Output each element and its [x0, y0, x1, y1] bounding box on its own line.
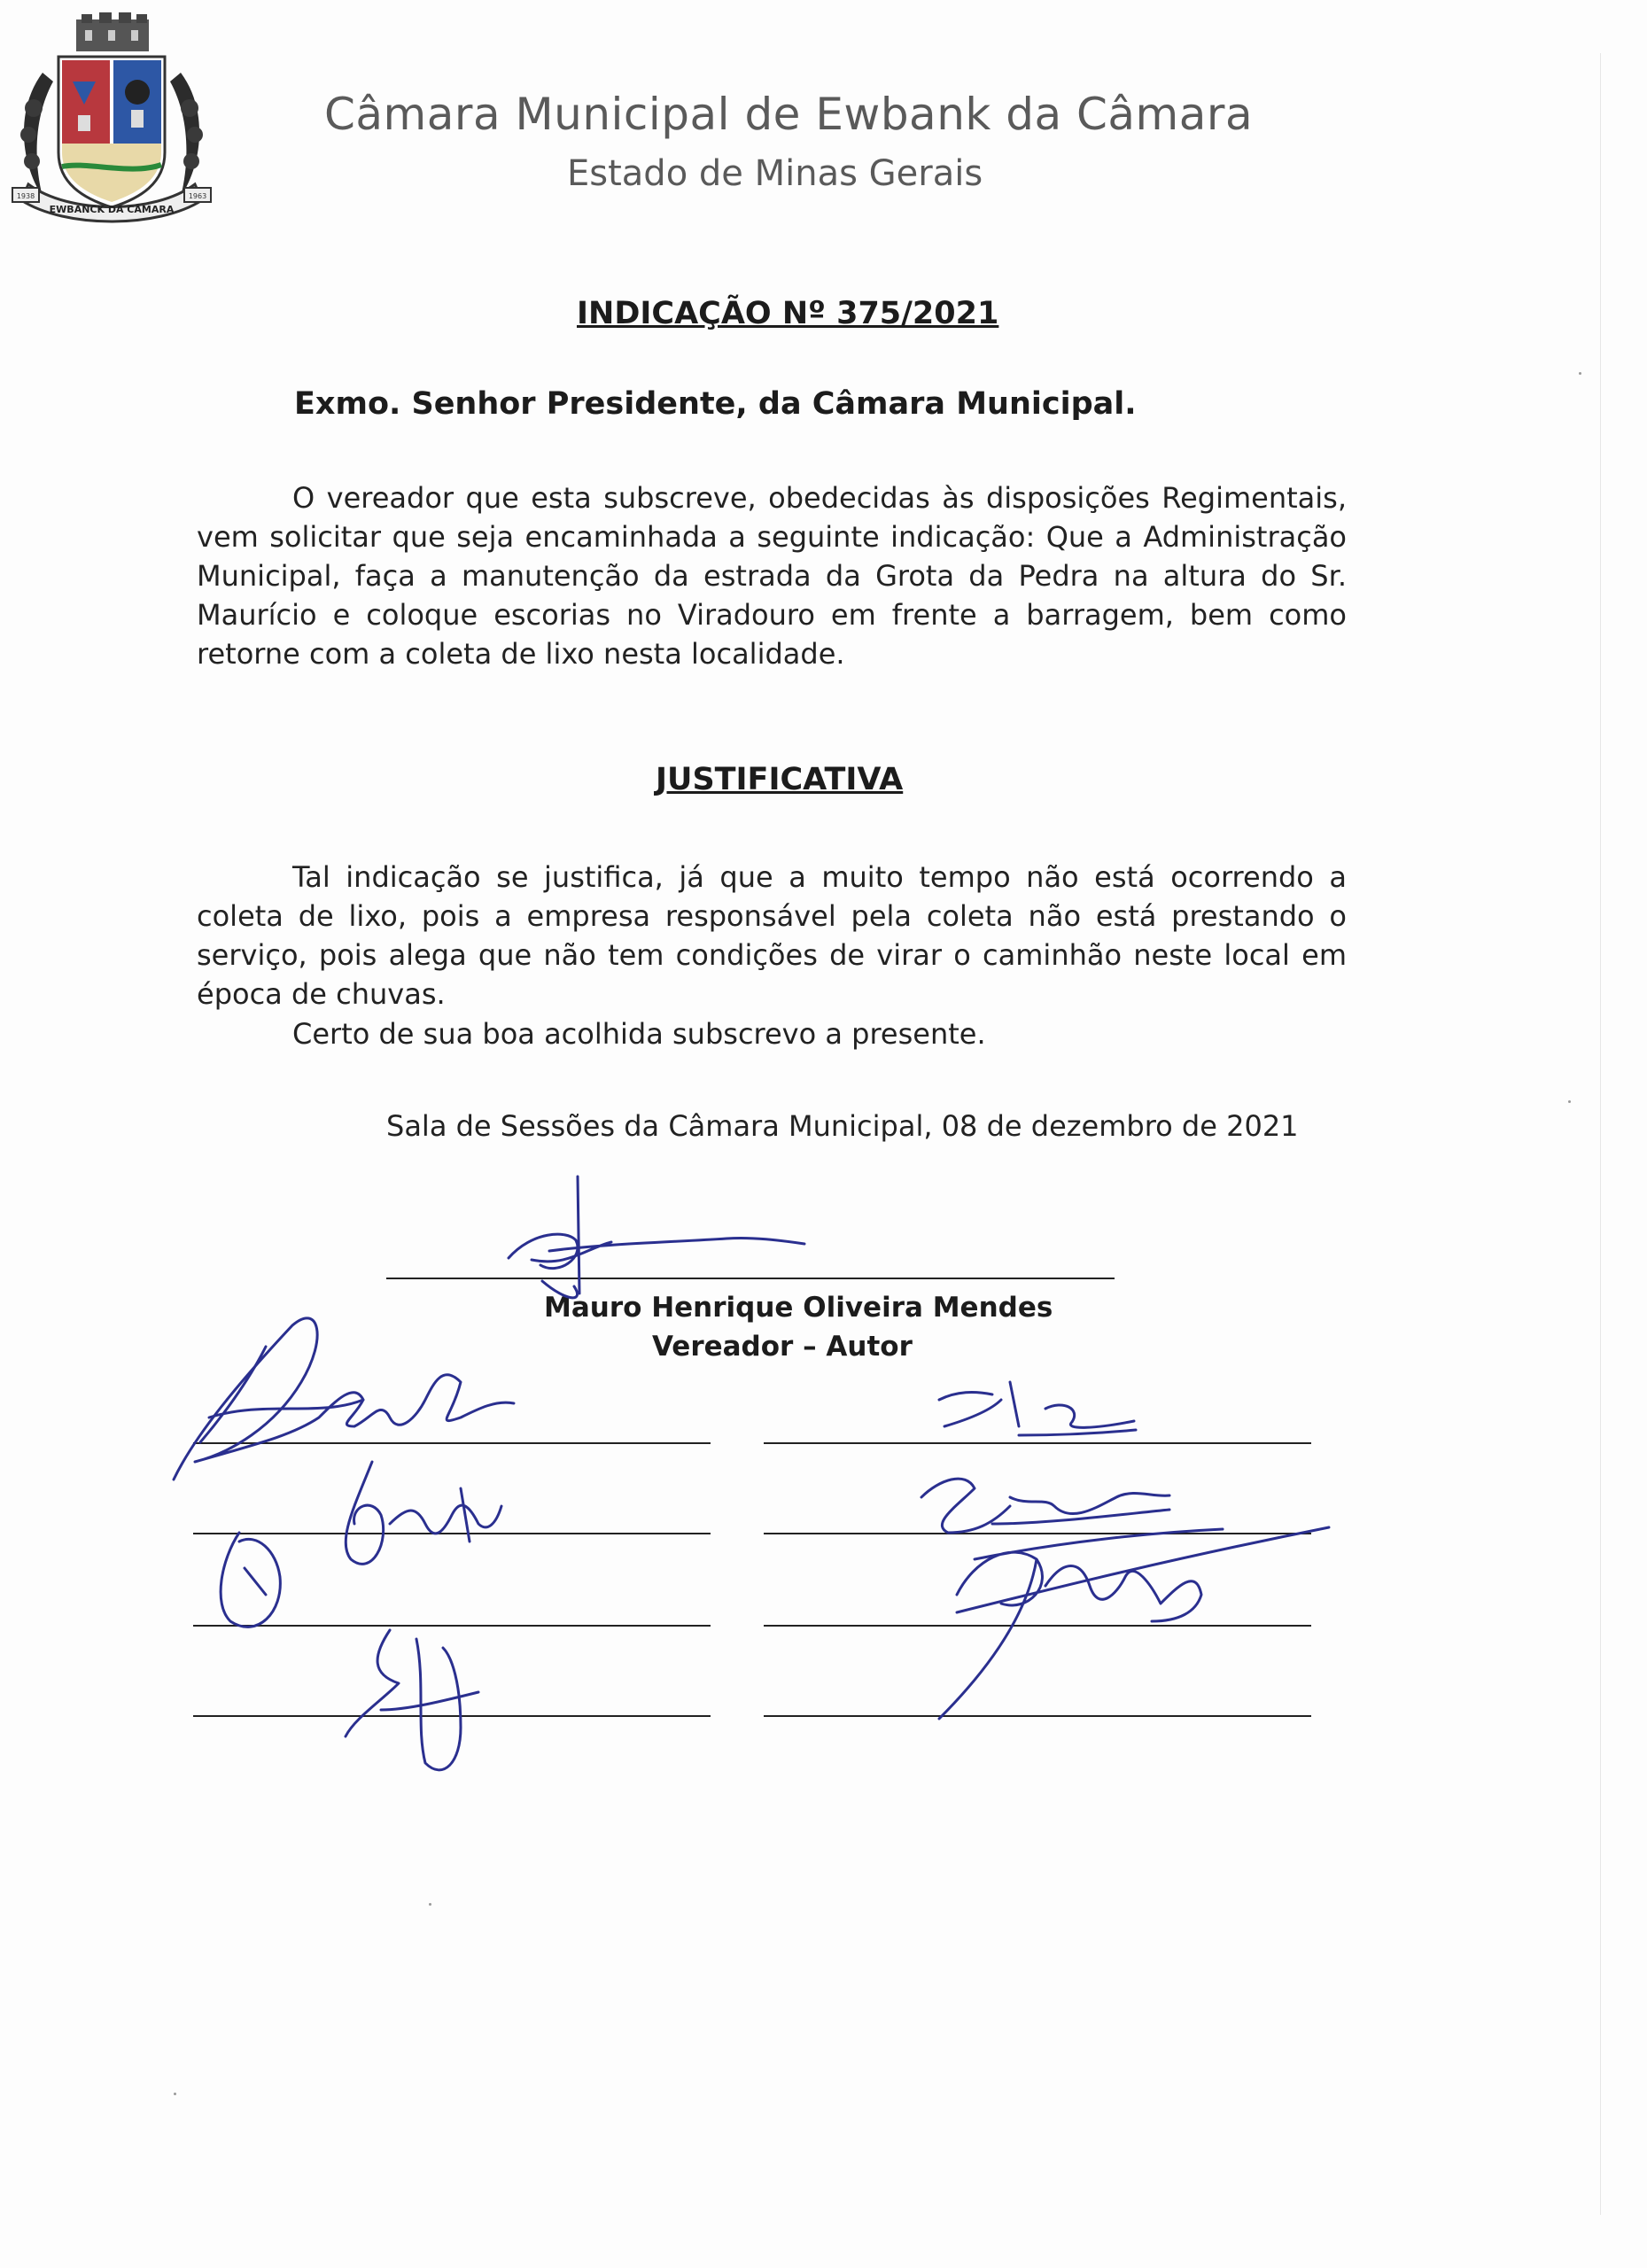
header-subtitle: Estado de Minas Gerais [567, 153, 983, 194]
crest-icon [7, 11, 216, 232]
cosigner-signature [174, 1318, 514, 1480]
svg-text:1963: 1963 [188, 192, 207, 200]
author-signature-line [386, 1278, 1115, 1279]
cosigner-line [764, 1625, 1311, 1627]
cosigner-line [193, 1533, 711, 1534]
author-role: Vereador – Autor [652, 1331, 913, 1363]
scan-speck [429, 1903, 431, 1906]
cosigner-line [193, 1625, 711, 1627]
cosigner-line [193, 1442, 711, 1444]
justification-paragraph: Tal indicação se justifica, já que a muito tempo não está ocorrendo a coleta de lixo, pois a empresa responsável pela coleta não está prestando o serviço, pois alega que não tem condições de virar o caminhão neste local em época de chuvas. [197, 860, 1347, 1011]
salutation: Exmo. Senhor Presidente, da Câmara Municipal. [294, 386, 1137, 422]
cosigner-line [764, 1715, 1311, 1717]
cosigner-line [764, 1533, 1311, 1534]
cosigner-signature [939, 1382, 1136, 1435]
svg-text:EWBANCK DA CÂMARA: EWBANCK DA CÂMARA [49, 204, 175, 215]
header-title: Câmara Municipal de Ewbank da Câmara [324, 89, 1254, 140]
cosigner-signature [939, 1527, 1329, 1719]
municipal-crest-logo [7, 11, 216, 232]
cosigner-line [764, 1442, 1311, 1444]
place-and-date: Sala de Sessões da Câmara Municipal, 08 de dezembro de 2021 [386, 1109, 1299, 1143]
cosigner-line [193, 1715, 711, 1717]
author-name: Mauro Henrique Oliveira Mendes [544, 1292, 1053, 1324]
scan-speck [1579, 372, 1581, 375]
justification-title: JUSTIFICATIVA [656, 762, 904, 797]
scan-speck [174, 2093, 176, 2095]
cosigner-signature [346, 1630, 478, 1770]
scan-edge [1600, 53, 1601, 2215]
cosigner-signature [921, 1479, 1169, 1533]
cosigner-signature [346, 1462, 501, 1564]
document-title: INDICAÇÃO Nº 375/2021 [577, 296, 999, 331]
closing-sentence: Certo de sua boa acolhida subscrevo a presente. [292, 1017, 986, 1051]
author-signature [509, 1177, 804, 1298]
svg-text:1938: 1938 [16, 192, 35, 200]
scan-speck [1568, 1100, 1571, 1103]
request-paragraph: O vereador que esta subscreve, obedecidas às disposições Regimentais, vem solicitar que seja encaminhada a seguinte indicação: Que a Administração Municipal, faça a manutenção da estrada da Grota da Pedra na altura do Sr. Maurício e coloque escorias no Viradouro em frente a barragem, bem como retorne com a coleta de lixo nesta localidade. [197, 481, 1347, 671]
